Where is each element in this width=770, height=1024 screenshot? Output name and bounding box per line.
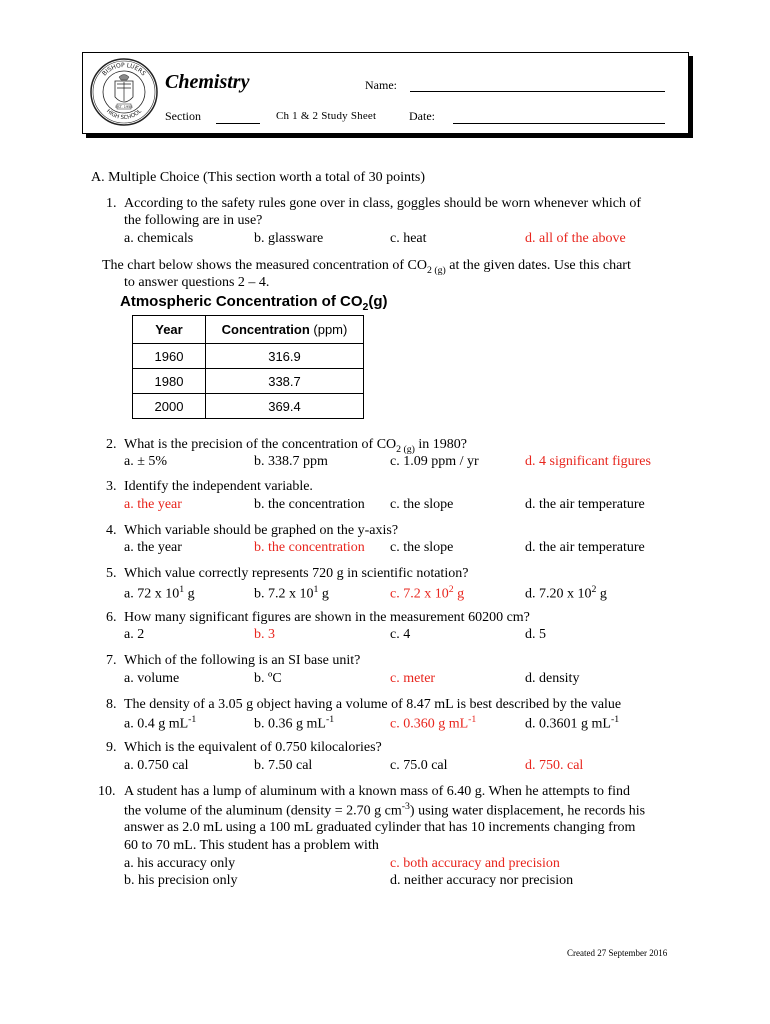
cell-concentration: 316.9 bbox=[206, 344, 364, 369]
q2-option-c: c. 1.09 ppm / yr bbox=[390, 454, 479, 469]
school-seal-icon bbox=[89, 57, 159, 127]
q4-option-c: c. the slope bbox=[390, 540, 454, 555]
q7-number: 7. bbox=[106, 653, 117, 668]
q4-text: Which variable should be graphed on the y-axis? bbox=[124, 523, 399, 538]
q10-text-line2: the volume of the aluminum (density = 2.70 g $cm^{-3}$) using water displacement, he records his bbox=[124, 801, 646, 819]
chart-intro-line1: The chart below shows the measured concentration of $CO_{2 (g)}$ at the given dates. Use this chart bbox=[102, 258, 631, 276]
section-a-heading: A. Multiple Choice (This section worth a total of 30 points) bbox=[91, 170, 426, 185]
name-field[interactable] bbox=[410, 91, 665, 92]
q6-text: How many significant figures are shown in the measurement 60200 cm? bbox=[124, 610, 530, 625]
q3-option-c: c. the slope bbox=[390, 497, 454, 512]
q7-option-d: d. density bbox=[525, 671, 580, 686]
seal-bottom-text: HIGH SCHOOL bbox=[105, 108, 143, 122]
q1-text-line2: the following are in use? bbox=[124, 213, 263, 228]
q4-option-d: d. the air temperature bbox=[525, 540, 645, 555]
q10-text-line4: 60 to 70 mL. This student has a problem with bbox=[124, 838, 379, 853]
q2-option-b: b. 338.7 ppm bbox=[254, 454, 328, 469]
table-row bbox=[133, 344, 364, 369]
q9-number: 9. bbox=[106, 740, 117, 755]
cell-concentration: 369.4 bbox=[206, 394, 364, 419]
q3-option-b: b. the concentration bbox=[254, 497, 365, 512]
q4-option-a: a. the year bbox=[124, 540, 182, 555]
q4-number: 4. bbox=[106, 523, 117, 538]
q5-text: Which value correctly represents 720 g in scientific notation? bbox=[124, 566, 469, 581]
q6-option-a: a. 2 bbox=[124, 627, 145, 642]
q2-number: 2. bbox=[106, 437, 117, 452]
section-label: Section bbox=[165, 109, 201, 123]
study-sheet-label: Ch 1 & 2 Study Sheet bbox=[276, 110, 377, 122]
q1-option-b: b. glassware bbox=[254, 231, 324, 246]
chart-title: Atmospheric Concentration of $CO_2(g)$ bbox=[120, 293, 388, 313]
table-header-row bbox=[133, 316, 364, 344]
q3-option-a-answer: a. the year bbox=[124, 497, 182, 512]
table-row bbox=[133, 369, 364, 394]
q7-option-a: a. volume bbox=[124, 671, 180, 686]
q2-text: What is the precision of the concentration of $CO_{2 (g)}$ in 1980? bbox=[124, 437, 468, 455]
q9-option-b: b. 7.50 cal bbox=[254, 758, 313, 773]
cell-year: 1980 bbox=[133, 369, 206, 394]
name-label: Name: bbox=[365, 78, 397, 92]
q5-option-c-answer: c. 7.2 x $10^2$ g bbox=[390, 584, 465, 602]
q2-option-d-answer: d. 4 significant figures bbox=[525, 454, 651, 469]
q10-text-line1: A student has a lump of aluminum with a known mass of 6.40 g. When he attempts to find bbox=[124, 784, 631, 799]
q7-option-c-answer: c. meter bbox=[390, 671, 436, 686]
column-concentration-header: Concentration (ppm) bbox=[206, 316, 364, 344]
q3-text: Identify the independent variable. bbox=[124, 479, 313, 494]
q8-number: 8. bbox=[106, 697, 117, 712]
created-date: Created 27 September 2016 bbox=[567, 948, 668, 958]
q1-text-line1: According to the safety rules gone over in class, goggles should be worn whenever which of bbox=[124, 196, 642, 211]
chart-intro-line2: to answer questions 2 – 4. bbox=[124, 275, 270, 290]
q7-option-b: b. ºC bbox=[254, 671, 282, 686]
q9-option-c: c. 75.0 cal bbox=[390, 758, 448, 773]
q10-option-a: a. his accuracy only bbox=[124, 856, 236, 871]
date-field[interactable] bbox=[453, 123, 665, 124]
q5-number: 5. bbox=[106, 566, 117, 581]
q6-option-c: c. 4 bbox=[390, 627, 411, 642]
co2-data-table bbox=[132, 315, 364, 419]
q1-option-a: a. chemicals bbox=[124, 231, 194, 246]
course-title: Chemistry bbox=[165, 71, 250, 93]
q6-number: 6. bbox=[106, 610, 117, 625]
cell-year: 2000 bbox=[133, 394, 206, 419]
q5-option-d: d. 7.20 x $10^2$ g bbox=[525, 584, 607, 602]
q1-number: 1. bbox=[106, 196, 117, 211]
q3-option-d: d. the air temperature bbox=[525, 497, 645, 512]
q6-option-b-answer: b. 3 bbox=[254, 627, 275, 642]
seal-top-text: BISHOP LUERS bbox=[101, 61, 147, 78]
q8-option-c-answer: c. 0.360 g $mL^{-1}$ bbox=[390, 714, 477, 732]
q5-option-a: a. 72 x $10^1$ g bbox=[124, 584, 195, 602]
q10-option-c-answer: c. both accuracy and precision bbox=[390, 856, 560, 871]
cell-year: 1960 bbox=[133, 344, 206, 369]
q8-text: The density of a 3.05 g object having a volume of 8.47 mL is best described by the value bbox=[124, 697, 622, 712]
q4-option-b-answer: b. the concentration bbox=[254, 540, 365, 555]
q10-option-d: d. neither accuracy nor precision bbox=[390, 873, 574, 888]
q3-number: 3. bbox=[106, 479, 117, 494]
q8-option-b: b. 0.36 g $mL^{-1}$ bbox=[254, 714, 335, 732]
q9-option-d-answer: d. 750. cal bbox=[525, 758, 584, 773]
q7-text: Which of the following is an SI base unit? bbox=[124, 653, 361, 668]
q10-number: 10. bbox=[98, 784, 116, 799]
q10-text-line3: answer as 2.0 mL using a 100 mL graduated cylinder that has 10 increments changing from bbox=[124, 820, 636, 835]
section-field[interactable] bbox=[216, 123, 260, 124]
q8-option-d: d. 0.3601 g $mL^{-1}$ bbox=[525, 714, 620, 732]
q1-option-c: c. heat bbox=[390, 231, 427, 246]
q9-text: Which is the equivalent of 0.750 kilocalories? bbox=[124, 740, 382, 755]
column-year-header: Year bbox=[133, 316, 206, 344]
q9-option-a: a. 0.750 cal bbox=[124, 758, 189, 773]
q2-option-a: a. ± 5% bbox=[124, 454, 168, 469]
cell-concentration: 338.7 bbox=[206, 369, 364, 394]
q1-option-d-answer: d. all of the above bbox=[525, 231, 626, 246]
q5-option-b: b. 7.2 x $10^1$ g bbox=[254, 584, 329, 602]
q6-option-d: d. 5 bbox=[525, 627, 546, 642]
seal-year: EST. 1958 bbox=[115, 105, 133, 109]
q8-option-a: a. 0.4 g $mL^{-1}$ bbox=[124, 714, 197, 732]
q10-option-b: b. his precision only bbox=[124, 873, 238, 888]
date-label: Date: bbox=[409, 109, 435, 123]
table-row bbox=[133, 394, 364, 419]
header-box bbox=[82, 52, 689, 134]
